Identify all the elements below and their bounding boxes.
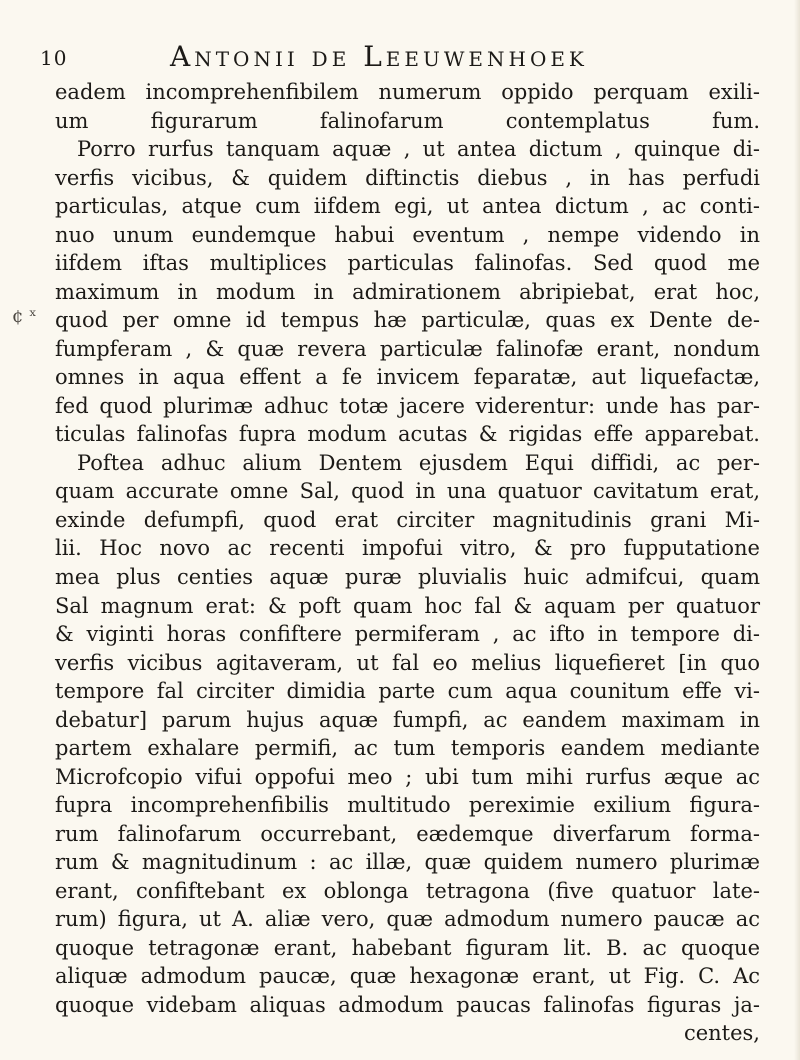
text-line: iifdem iftas multiplices particulas falinofas. Sed quod me <box>55 251 760 276</box>
text-line: tempore fal circiter dimidia parte cum aqua counitum effe vi- <box>55 679 760 704</box>
text-line: omnes in aqua effent a fe invicem feparatæ, aut liquefactæ, <box>55 365 760 390</box>
text-line: rum) figura, ut A. aliæ vero, quæ admodum numero paucæ ac <box>55 907 760 932</box>
text-line: fed quod plurimæ adhuc totæ jacere viderentur: unde has par- <box>55 393 760 418</box>
text-line: partem exhalare permifi, ac tum temporis eandem mediante <box>55 736 760 761</box>
text-line: erant, confiftebant ex oblonga tetragona (five quatuor late- <box>55 878 760 903</box>
text-line: centes, <box>683 1021 760 1046</box>
page-header <box>40 40 760 80</box>
text-line: verfis vicibus agitaveram, ut fal eo melius liquefieret [in quo <box>55 650 760 675</box>
text-line: quam accurate omne Sal, quod in una quatuor cavitatum erat, <box>55 479 760 504</box>
page-edge <box>794 0 800 1060</box>
text-line: eadem incomprehenfibilem numerum oppido perquam exili- <box>55 80 760 104</box>
text-line: Porro rurfus tanquam aquæ , ut antea dictum , quinque di- <box>77 137 760 162</box>
text-line: quod per omne id tempus hæ particulæ, quas ex Dente de- <box>55 308 760 333</box>
text-line: Sal magnum erat: & poft quam hoc fal & aquam per quatuor <box>55 593 760 618</box>
page-number: 10 <box>40 46 68 70</box>
margin-mark: ¢ ˣ <box>12 306 37 327</box>
text-line: lii. Hoc novo ac recenti impofui vitro, & pro fupputatione <box>55 536 760 561</box>
text-line: rum falinofarum occurrebant, eædemque diverfarum forma- <box>55 821 760 846</box>
text-line: aliquæ admodum paucæ, quæ hexagonæ erant, ut Fig. C. Ac <box>55 964 760 989</box>
text-line: fumpferam , & quæ revera particulæ falinofæ erant, nondum <box>55 336 760 361</box>
text-line: fupra incomprehenfibilis multitudo pereximie exilium figura- <box>55 793 760 818</box>
text-line: mea plus centies aquæ puræ pluvialis huic admifcui, quam <box>55 565 760 589</box>
text-line: verfis vicibus, & quidem diftinctis diebus , in has perfudi <box>55 165 760 190</box>
text-line: um figurarum falinofarum contemplatus fum. <box>55 108 760 133</box>
text-line: rum & magnitudinum : ac illæ, quæ quidem numero plurimæ <box>55 850 760 875</box>
running-head: Antonii de Leeuwenhoek <box>170 40 588 73</box>
text-line: quoque tetragonæ erant, habebant figuram lit. B. ac quoque <box>55 935 760 960</box>
text-line: Microfcopio vifui oppofui meo ; ubi tum mihi rurfus æque ac <box>55 764 760 789</box>
text-line: quoque videbam aliquas admodum paucas falinofas figuras ja- <box>55 992 760 1017</box>
text-line: particulas, atque cum iifdem egi, ut antea dictum , ac conti- <box>55 194 760 219</box>
text-line: ticulas falinofas fupra modum acutas & rigidas effe apparebat. <box>55 422 760 447</box>
text-line: & viginti horas confiftere permiferam , ac ifto in tempore di- <box>55 622 760 647</box>
text-line: debatur] parum hujus aquæ fumpfi, ac eandem maximam in <box>55 707 760 732</box>
text-line: maximum in modum in admirationem abripiebat, erat hoc, <box>55 279 760 304</box>
text-line: exinde defumpfi, quod erat circiter magnitudinis grani Mi- <box>55 507 760 532</box>
text-line: Poftea adhuc alium Dentem ejusdem Equi diffidi, ac per- <box>77 450 760 475</box>
text-line: nuo unum eundemque habui eventum , nempe videndo in <box>55 222 760 247</box>
